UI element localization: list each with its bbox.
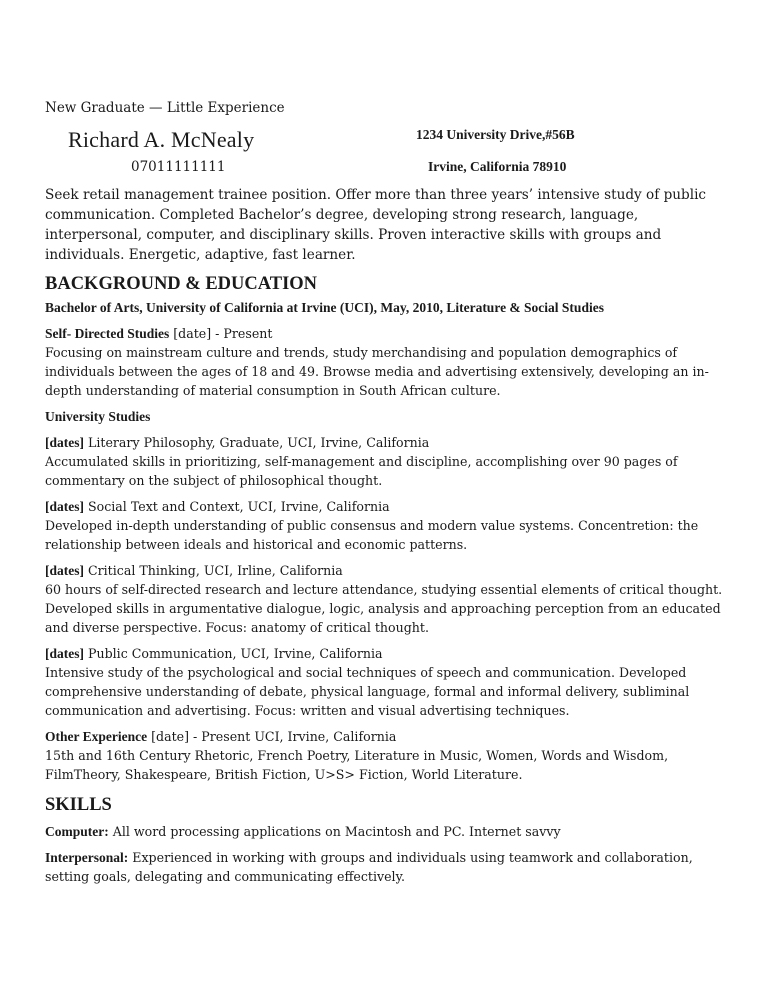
course-entry xyxy=(45,434,735,490)
entry-label: Other Experience xyxy=(45,729,148,744)
objective-paragraph: Seek retail management trainee position. Offer more than three years’ intensive study of public communication. Completed Bachelor’s degree, developing strong research, language, interpersonal, computer, and disciplinary skills. Proven interactive skills with groups and individuals. Energetic, adaptive, fast learner. xyxy=(45,187,707,263)
course-entry xyxy=(45,645,735,720)
entry-description: Developed in-depth understanding of public consensus and modern value systems. Concentretion: the relationship between ideals and historical and economic patterns. xyxy=(45,518,699,552)
entry-description: Intensive study of the psychological and social techniques of speech and communication. Developed comprehensive understanding of debate, physical language, formal and informal delivery, subliminal communication and advertising. Focus: written and visual advertising techniques. xyxy=(45,665,690,718)
entry-title: Critical Thinking, UCI, Irline, California xyxy=(84,563,343,578)
skill-computer xyxy=(45,822,735,841)
entry-header xyxy=(45,645,735,663)
entry-title: Literary Philosophy, Graduate, UCI, Irvine, California xyxy=(84,435,430,450)
address-line-1: 1234 University Drive,#56B xyxy=(416,127,575,142)
course-entry xyxy=(45,498,735,554)
entry-label: [dates] xyxy=(45,563,84,578)
skill-text: All word processing applications on Macintosh and PC. Internet savvy xyxy=(108,824,561,839)
entry-description: Accumulated skills in prioritizing, self-management and discipline, accomplishing over 90 pages of commentary on the subject of philosophical thought. xyxy=(45,454,678,488)
entry-header xyxy=(45,498,735,516)
entry-label: Self- Directed Studies xyxy=(45,326,170,341)
resume-subtitle: New Graduate — Little Experience xyxy=(45,100,285,116)
skill-interpersonal xyxy=(45,848,735,886)
degree-line: Bachelor of Arts, University of California at Irvine (UCI), May, 2010, Literature & Social Studies xyxy=(45,300,604,315)
skill-label: Computer: xyxy=(45,824,109,839)
entry-description: Focusing on mainstream culture and trends, study merchandising and population demographics of individuals between the ages of 18 and 49. Browse media and advertising extensively, developing an in-depth understanding of material consumption in South African culture. xyxy=(45,345,709,398)
address-line-2: Irvine, California 78910 xyxy=(428,159,567,174)
entry-dates: [date] - Present xyxy=(169,326,273,341)
resume-body xyxy=(45,185,735,893)
entry-label: [dates] xyxy=(45,646,84,661)
skills-heading: SKILLS xyxy=(45,795,112,815)
self-directed-entry xyxy=(45,325,735,400)
university-studies-heading: University Studies xyxy=(45,409,151,424)
phone-number: 07011111111 xyxy=(131,159,226,175)
entry-title: Public Communication, UCI, Irvine, California xyxy=(84,646,383,661)
entry-label: [dates] xyxy=(45,435,84,450)
entry-description: 60 hours of self-directed research and lecture attendance, studying essential elements of critical thought. Developed skills in argumentative dialogue, logic, analysis and approaching perception from an educated and diverse perspective. Focus: anatomy of critical thought. xyxy=(45,582,723,635)
skill-text: Experienced in working with groups and individuals using teamwork and collaboration, setting goals, delegating and communicating effectively. xyxy=(45,850,693,884)
other-experience-entry xyxy=(45,728,735,784)
entry-description: 15th and 16th Century Rhetoric, French Poetry, Literature in Music, Women, Words and Wisdom, FilmTheory, Shakespeare, British Fiction, U>S> Fiction, World Literature. xyxy=(45,748,669,782)
entry-header xyxy=(45,728,735,746)
entry-title: [date] - Present UCI, Irvine, California xyxy=(147,729,397,744)
entry-header xyxy=(45,325,735,343)
entry-title: Social Text and Context, UCI, Irvine, California xyxy=(84,499,390,514)
skill-label: Interpersonal: xyxy=(45,850,129,865)
entry-label: [dates] xyxy=(45,499,84,514)
entry-header xyxy=(45,434,735,452)
candidate-name: Richard A. McNealy xyxy=(68,127,255,152)
course-entry xyxy=(45,562,735,637)
entry-header xyxy=(45,562,735,580)
education-heading: BACKGROUND & EDUCATION xyxy=(45,274,318,294)
